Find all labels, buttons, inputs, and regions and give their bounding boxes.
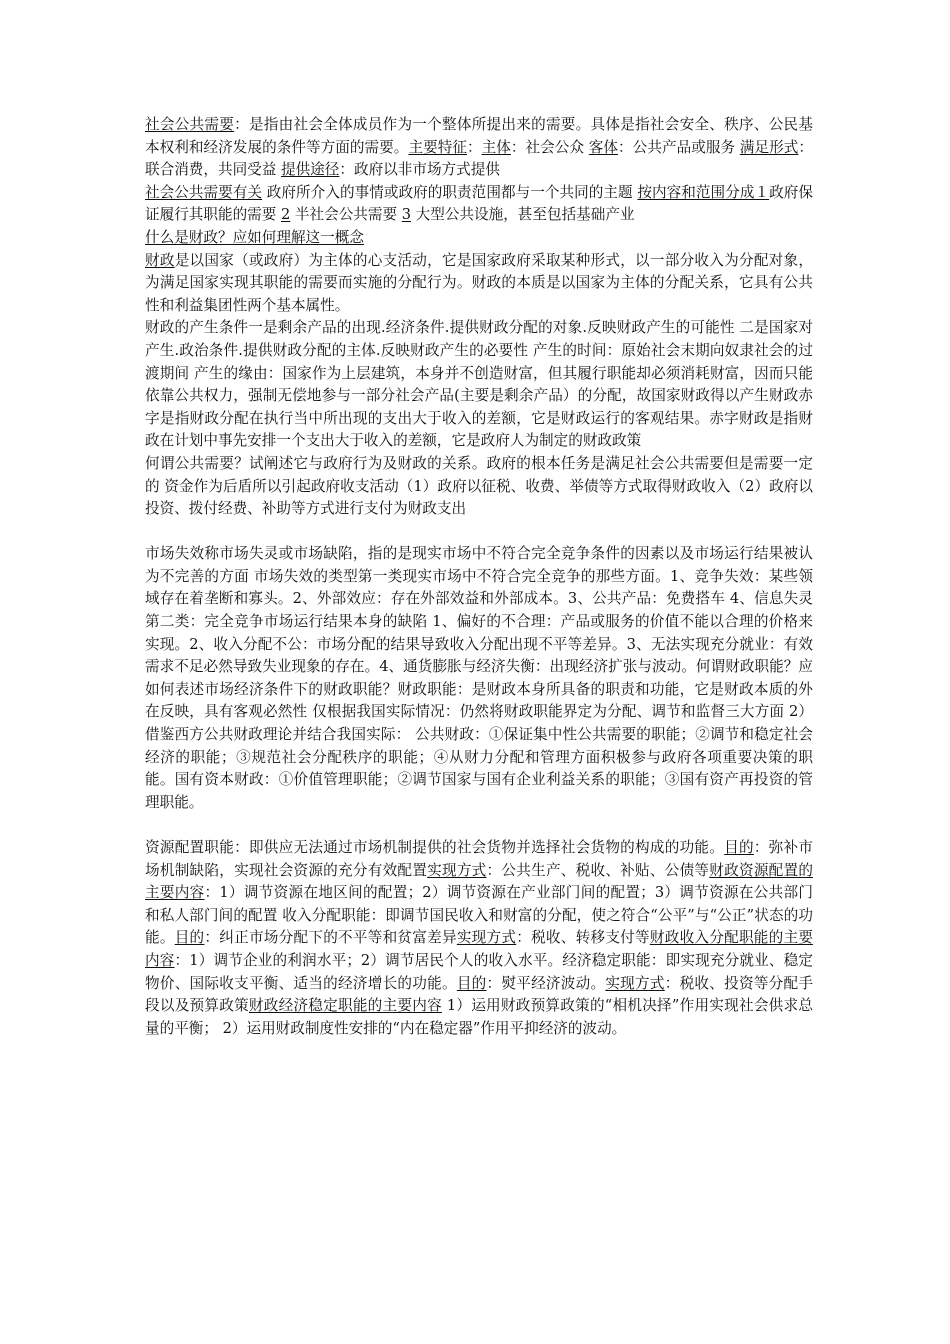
text-run: ：熨平经济波动。 bbox=[486, 974, 606, 992]
paragraph-finance-origin bbox=[145, 317, 813, 453]
term: 财政收入分配职能的主要内容 bbox=[145, 929, 813, 969]
term: 主要特征 bbox=[408, 138, 467, 156]
term: 客体 bbox=[588, 138, 619, 156]
term: 目的 bbox=[174, 929, 205, 947]
text-run: ：政府以非市场方式提供 bbox=[339, 161, 500, 179]
paragraph-market-failure bbox=[145, 543, 813, 814]
paragraph-public-needs bbox=[145, 114, 813, 182]
term: 3 bbox=[401, 206, 412, 224]
text-run: 政府保证履行其职能的需要 bbox=[145, 183, 813, 224]
text-run: 1）运用财政预算政策的“相机决择”作用实现社会供求总量的平衡； 2）运用财政制度性安排的“内在稳定器”作用平抑经济的波动。 bbox=[145, 997, 813, 1037]
text-run: ：公共产品或服务 bbox=[618, 138, 740, 156]
term: 财政 bbox=[145, 251, 175, 269]
text-run: 大型公共设施，甚至包括基础产业 bbox=[411, 206, 635, 224]
term: 按内容和范围分成１ bbox=[637, 183, 770, 201]
term: 实现方式 bbox=[427, 861, 487, 879]
text-run: ：1）调节资源在地区间的配置；2）调节资源在产业部门间的配置；3）调节资源在公共部门和私人部门间的配置 收入分配职能：即调节国民收入和财富的分配，使之符合“公平”与“公正”状态的功能。 bbox=[145, 884, 813, 947]
term: 实现方式 bbox=[456, 929, 517, 947]
term: 社会公共需要 bbox=[145, 116, 235, 133]
paragraph-public-needs-relation bbox=[145, 453, 813, 521]
term: 主体 bbox=[481, 138, 511, 156]
question: 什么是财政？应如何理解这一概念 bbox=[145, 228, 364, 246]
term: 财政资源配置的主要内容 bbox=[145, 861, 813, 902]
paragraph-finance-definition bbox=[145, 250, 813, 318]
text-run: ：联合消费，共同受益 bbox=[145, 138, 813, 179]
text-run: ：1）调节企业的利润水平；2）调节居民个人的收入水平。经济稳定职能：即实现充分就业、稳定物价、国际收支平衡、适当的经济增长的功能。 bbox=[145, 951, 813, 992]
paragraph-finance-functions bbox=[145, 837, 813, 1040]
text-run: 资源配置职能：即供应无法通过市场机制提供的社会货物并选择社会货物的构成的功能。 bbox=[145, 839, 725, 856]
blank-line bbox=[145, 521, 813, 544]
term: 社会公共需要有关 bbox=[145, 183, 263, 201]
text-run: 何谓公共需要？试阐述它与政府行为及财政的关系。政府的根本任务是满足社会公共需要但是需要一定的 资金作为后盾所以引起政府收支活动（1）政府以征税、收费、举债等方式取得财政收入（2）政府以投资、拨付经费、补助等方式进行支付为财政支出 bbox=[145, 454, 813, 518]
term: 满足形式 bbox=[739, 138, 799, 156]
term: 财政经济稳定职能的主要内容 bbox=[248, 997, 442, 1015]
term: 实现方式 bbox=[605, 974, 665, 992]
document-body bbox=[145, 114, 813, 1040]
blank-line bbox=[145, 814, 813, 837]
text-run: 财政的产生条件一是剩余产品的出现.经济条件.提供财政分配的对象.反映财政产生的可能性 二是国家对产生.政治条件.提供财政分配的主体.反映财政产生的必要性 产生的时间：原始社会末期向奴隶社会的过渡期间 产生的缘由：国家作为上层建筑，本身并不创造财富，但其履行职能却必须消耗财富，因而只能依靠公共权力，强制无偿地参与一部分社会产品(主要是剩余产品）的分配，故国家财政得以产生财政赤字是指财政分配在执行当中所出现的支出大于收入的差额，它是财政运行的客观结果。赤字财政是指财政在计划中事先安排一个支出大于收入的差额，它是政府人为制定的财政政策 bbox=[145, 319, 813, 450]
text-run: 是以国家（或政府）为主体的心支活动，它是国家政府采取某种形式，以一部分收入为分配对象，为满足国家实现其职能的需要而实施的分配行为。财政的本质是以国家为主体的分配关系，它具有公共性和利益集团性两个基本属性。 bbox=[145, 251, 813, 314]
text-run: ：弥补市场机制缺陷，实现社会资源的充分有效配置 bbox=[145, 839, 813, 879]
text-run: 政府所介入的事情或政府的职责范围都与一个共同的主题 bbox=[262, 183, 638, 201]
term: 2 bbox=[280, 206, 291, 224]
term: 提供途径 bbox=[280, 161, 340, 179]
text-run: ： bbox=[466, 138, 482, 156]
paragraph-public-needs-scope bbox=[145, 182, 813, 227]
term: 目的 bbox=[724, 839, 754, 856]
text-run: ：纠正市场分配下的不平等和贫富差异 bbox=[204, 929, 457, 947]
text-run: ：公共生产、税收、补贴、公债等 bbox=[486, 861, 710, 879]
question-heading bbox=[145, 227, 813, 250]
text-run: ：税收、转移支付等 bbox=[516, 929, 650, 947]
text-run: 市场失效称市场失灵或市场缺陷，指的是现实市场中不符合完全竞争条件的因素以及市场运行结果被认为不完善的方面 市场失效的类型第一类现实市场中不符合完全竞争的那些方面。1、竞争失效：某些领域存在着垄断和寡头。2、外部效应：存在外部效益和外部成本。3、公共产品：免费搭车 4、信息失灵 第二类：完全竞争市场运行结果本身的缺陷 1、偏好的不合理：产品或服务的价值不能以合理的价格来实现。2、收入分配不公：市场分配的结果导致收入分配出现不平等差异。3、无法实现充分就业：有效需求不足必然导致失业现象的存在。4、通货膨胀与经济失衡：出现经济扩张与波动。何谓财政职能？应如何表述市场经济条件下的财政职能？财政职能：是财政本身所具备的职责和功能，它是财政本质的外在反映，具有客观必然性 仅根据我国实际情况：仍然将财政职能界定为分配、调节和监督三大方面 2）借鉴西方公共财政理论并结合我国实际： 公共财政：①保证集中性公共需要的职能；②调节和稳定社会经济的职能；③规范社会分配秩序的职能；④从财力分配和管理方面积极参与政府各项重要决策的职能。国有资本财政：①价值管理职能；②调节国家与国有企业利益关系的职能；③国有资产再投资的管理职能。 bbox=[145, 545, 813, 811]
text-run: ：社会公众 bbox=[510, 138, 589, 156]
text-run: ：是指由社会全体成员作为一个整体所提出来的需要。具体是指社会安全、秩序、公民基本权利和经济发展的条件等方面的需要。 bbox=[145, 116, 813, 156]
text-run: ：税收、投资等分配手段以及预算政策 bbox=[145, 974, 813, 1015]
text-run: 半社会公共需要 bbox=[290, 206, 402, 224]
term: 目的 bbox=[456, 974, 487, 992]
